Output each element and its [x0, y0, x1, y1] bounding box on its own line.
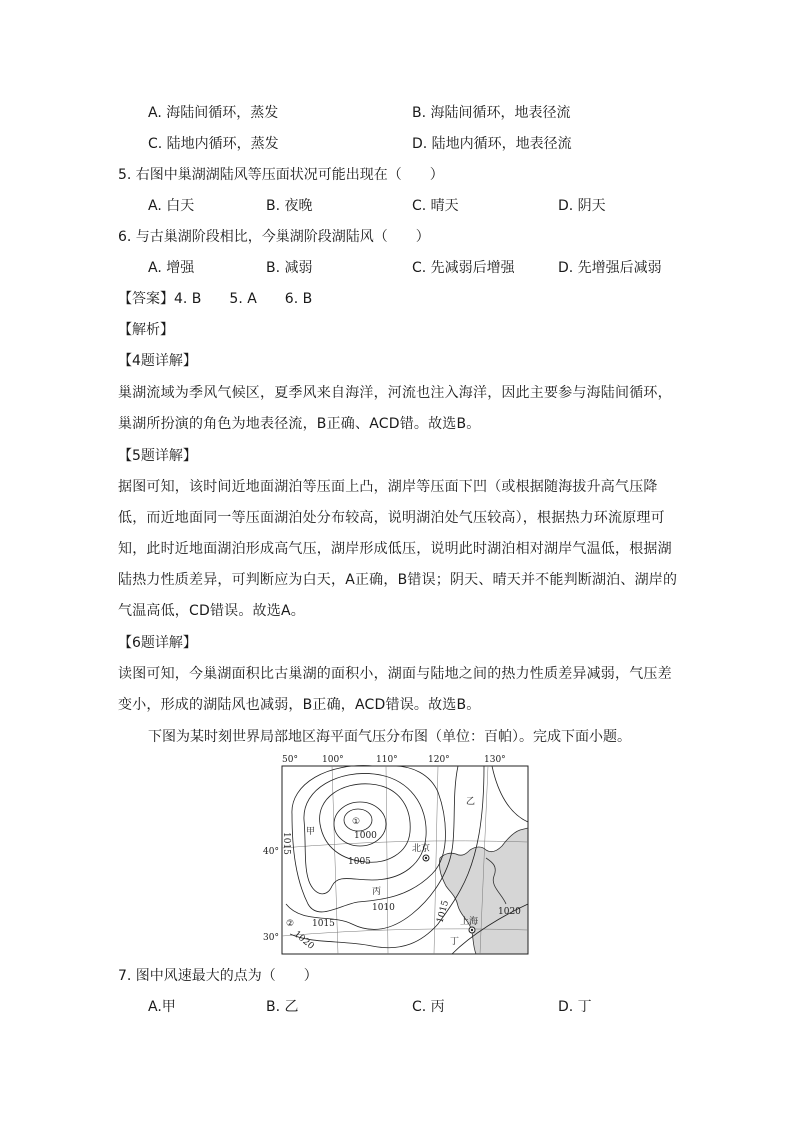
q5-option-b: B. 夜晚: [266, 198, 313, 214]
detail6-text: 读图可知，今巢湖面积比古巢湖的面积小，湖面与陆地之间的热力性质差异减弱，气压差变小，形成的湖陆风也减弱，B正确，ACD错误。故选B。: [118, 666, 672, 713]
q5-option-d: D. 阴天: [558, 198, 606, 214]
detail4-label: 【4题详解】: [118, 353, 197, 369]
point-ding: 丁: [450, 937, 460, 947]
isobar-label-1015-south: 1015: [312, 919, 335, 929]
answer-line: [118, 289, 312, 309]
q7-option-c: C. 丙: [412, 999, 445, 1015]
city-shanghai: 上海: [460, 917, 479, 927]
detail5-label: 【5题详解】: [118, 448, 197, 464]
q5-option-a: A. 白天: [148, 198, 195, 214]
q4-option-d: D. 陆地内循环，地表径流: [412, 136, 572, 152]
point-yi: 乙: [466, 797, 476, 807]
q6-stem: 6. 与古巢湖阶段相比，今巢湖阶段湖陆风（ ）: [118, 229, 430, 245]
isobar-label-1020-west: 1020: [291, 929, 316, 952]
answer-label: 【答案】: [118, 291, 174, 307]
point-bing: 丙: [372, 887, 382, 897]
isobar-label-1020-east: 1020: [498, 907, 521, 917]
q4-option-c: C. 陆地内循环，蒸发: [148, 136, 279, 152]
pressure-center-1: ①: [352, 817, 361, 827]
q7-option-d: D. 丁: [558, 999, 592, 1015]
q5-stem: 5. 右图中巢湖湖陆风等压面状况可能出现在（ ）: [118, 167, 444, 183]
isobar-label-1005: 1005: [348, 857, 371, 867]
lon-label-100: 100°: [322, 755, 344, 765]
q5-option-c: C. 晴天: [412, 198, 459, 214]
detail6-label: 【6题详解】: [118, 635, 197, 651]
lon-label-50: 50°: [282, 755, 298, 765]
isobar-label-1015-east: 1015: [435, 899, 452, 925]
lon-label-110: 110°: [376, 755, 398, 765]
lat-label-30: 30°: [263, 933, 279, 943]
q7-option-b: B. 乙: [266, 999, 299, 1015]
lat-label-40: 40°: [263, 847, 279, 857]
isobar-label-1000: 1000: [354, 831, 377, 841]
isobar-label-1015-west: 1015: [281, 832, 291, 855]
lon-label-130: 130°: [484, 755, 506, 765]
q6-option-a: A. 增强: [148, 260, 195, 276]
lon-label-120: 120°: [428, 755, 450, 765]
map-intro: 下图为某时刻世界局部地区海平面气压分布图（单位：百帕）。完成下面小题。: [148, 729, 631, 745]
q7-option-a: A.甲: [148, 999, 176, 1015]
city-beijing: 北京: [412, 844, 431, 854]
q7-stem: 7. 图中风速最大的点为（ ）: [118, 968, 318, 984]
pressure-center-2: ②: [286, 919, 295, 929]
sea-level-pressure-map: [262, 754, 532, 958]
answer-text: 4. B 5. A 6. B: [174, 291, 313, 307]
q4-option-b: B. 海陆间循环，地表径流: [412, 105, 571, 121]
beijing-dot-icon: [425, 857, 427, 859]
detail5-text: 据图可知，该时间近地面湖泊等压面上凸，湖岸等压面下凹（或根据随海拔升高气压降低，而近地面同一等压面湖泊处分布较高，说明湖泊处气压较高），根据热力环流原理可知，此时近地面湖泊形成高气压，湖岸形成低压，说明此时湖泊相对湖岸气温低，根据湖陆热力性质差异，可判断应为白天，A正确，B错误；阴天、晴天并不能判断湖泊、湖岸的气温高低，CD错误。故选A。: [118, 479, 678, 619]
detail4-text: 巢湖流域为季风气候区，夏季风来自海洋，河流也注入海洋，因此主要参与海陆间循环，巢湖所扮演的角色为地表径流，B正确、ACD错。故选B。: [118, 385, 672, 432]
q4-option-a: A. 海陆间循环，蒸发: [148, 105, 279, 121]
q6-option-d: D. 先增强后减弱: [558, 260, 662, 276]
q6-option-b: B. 减弱: [266, 260, 313, 276]
shanghai-dot-icon: [471, 929, 473, 931]
point-jia: 甲: [306, 827, 316, 837]
q6-option-c: C. 先减弱后增强: [412, 260, 515, 276]
analysis-label: 【解析】: [118, 322, 174, 338]
map-svg: [262, 754, 532, 958]
isobar-label-1010: 1010: [372, 903, 395, 913]
